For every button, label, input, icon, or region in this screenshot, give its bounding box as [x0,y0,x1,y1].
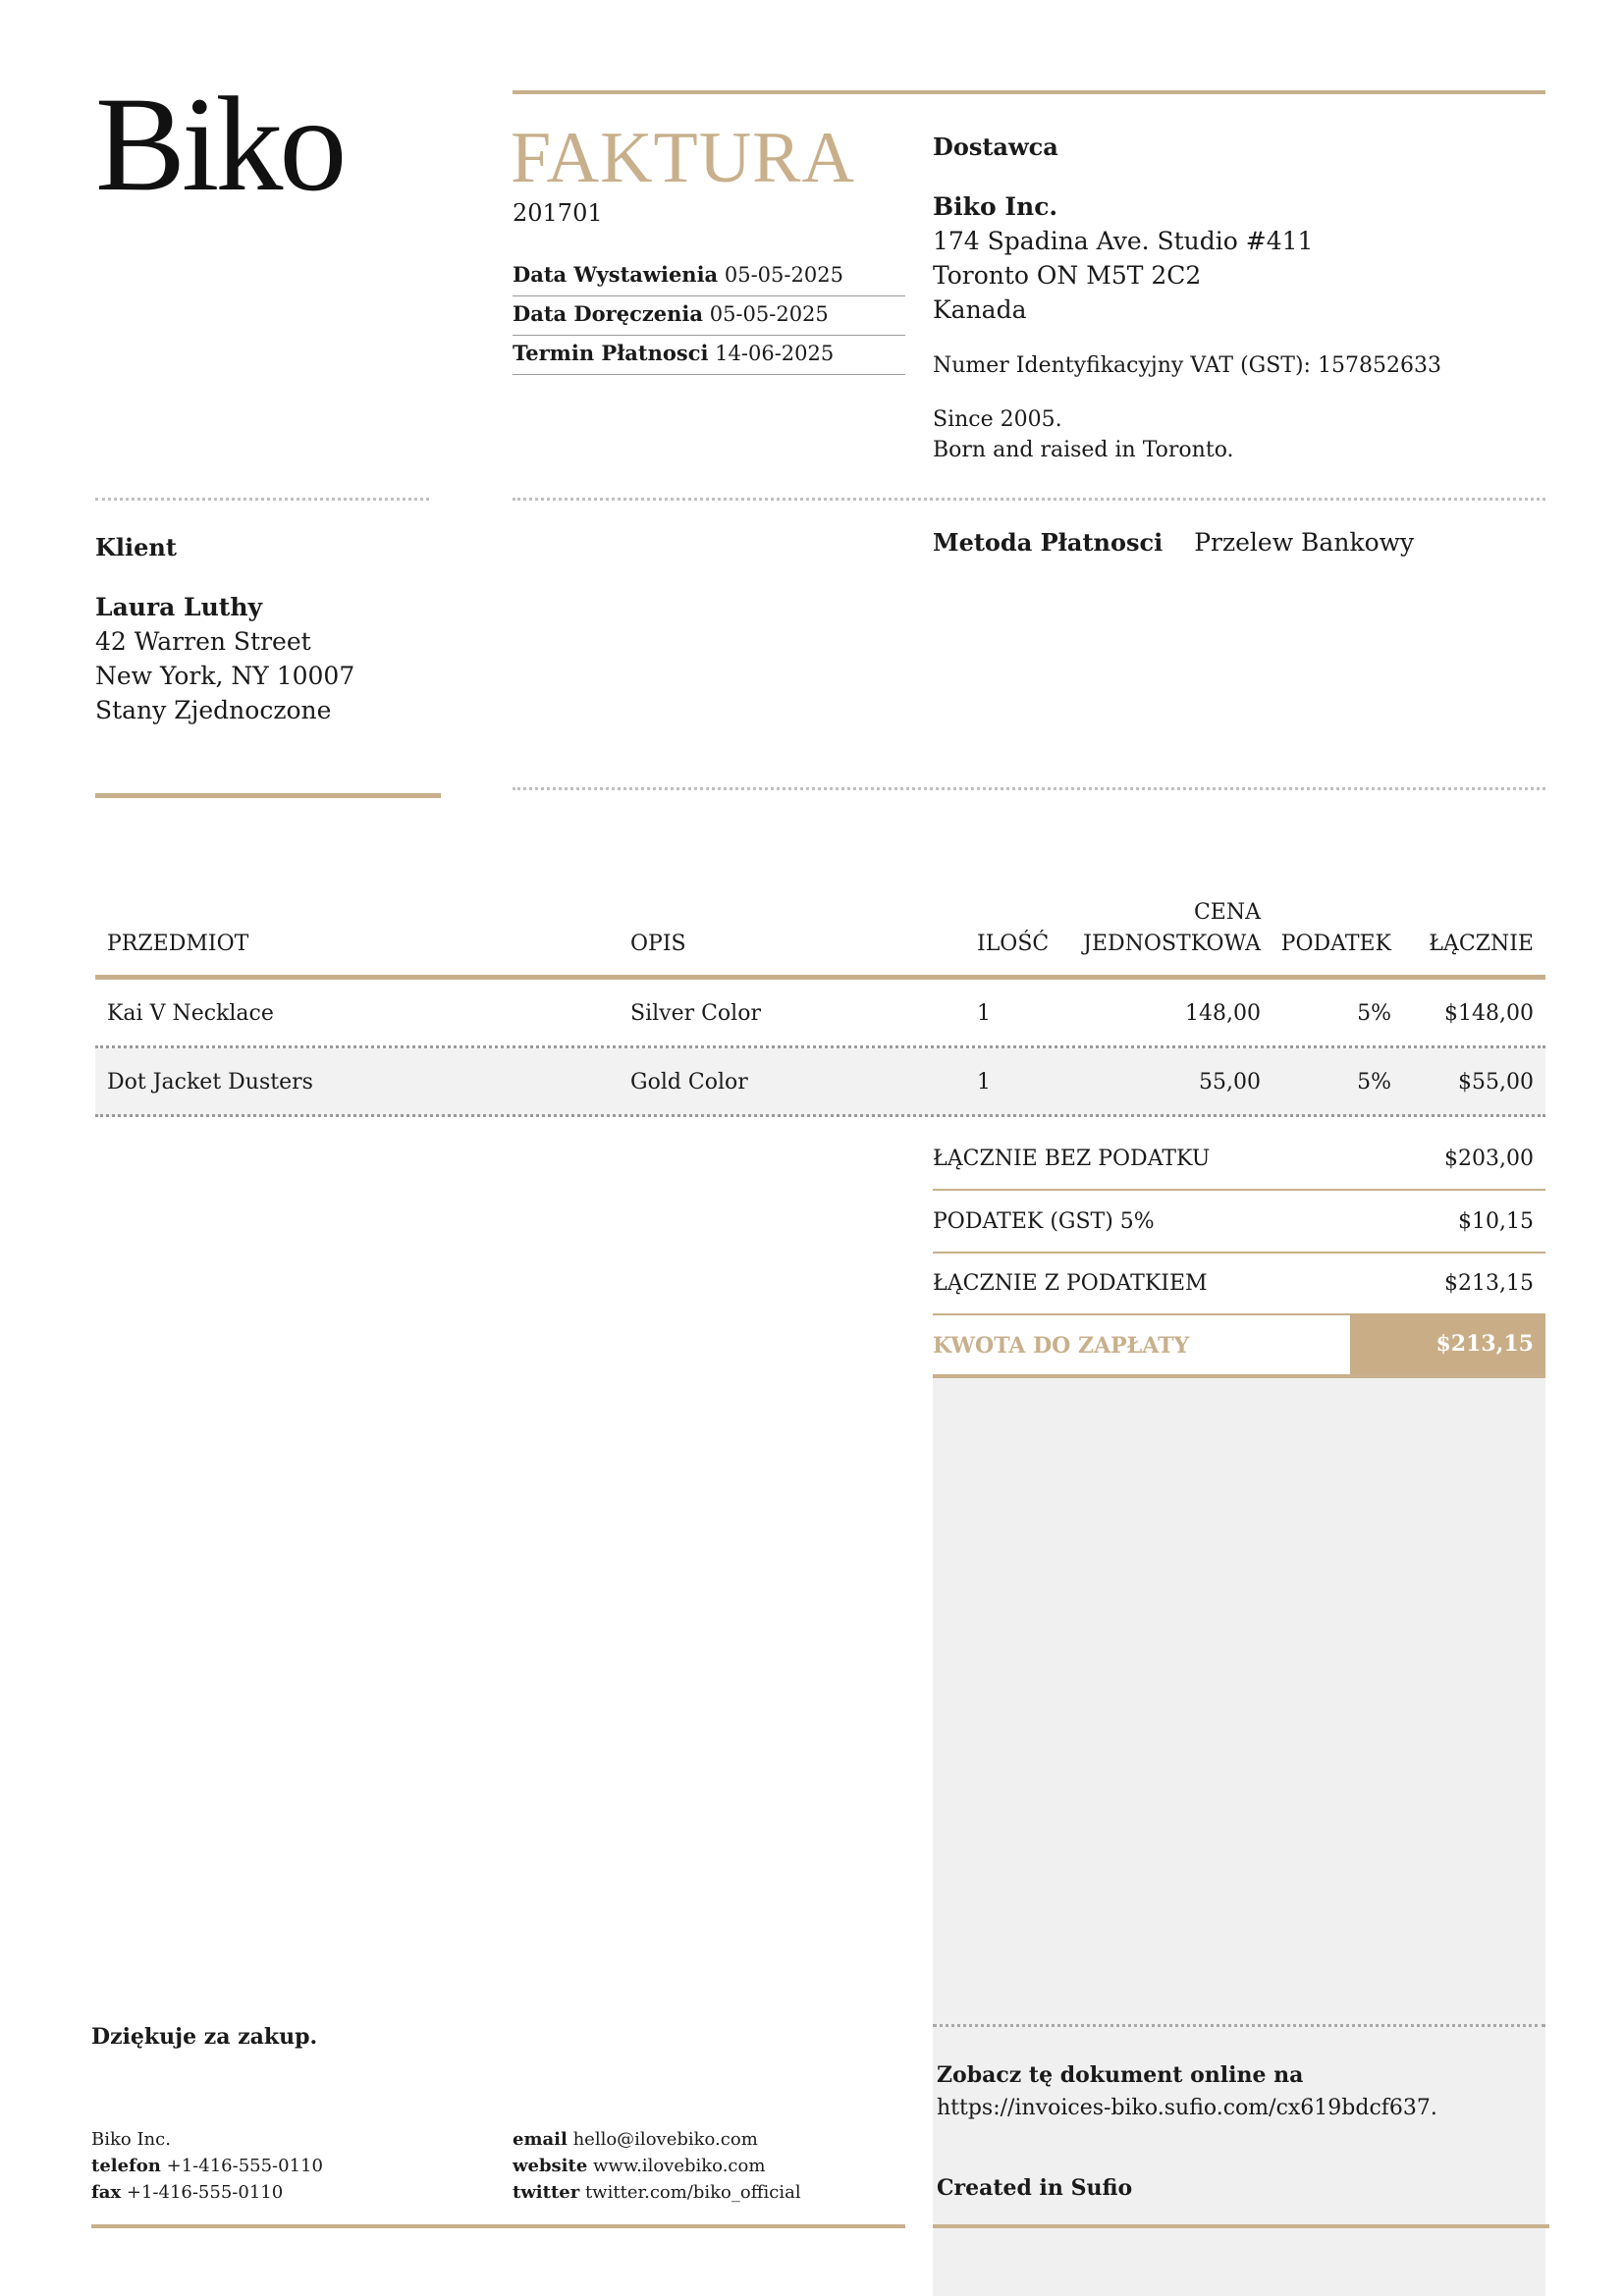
issue-date-row [513,257,905,296]
col-header-unit-price [1083,897,1261,960]
col-header-total: ŁĄCZNIE [1429,932,1534,956]
company-logo: Biko [95,69,344,219]
total-with-tax-row [933,1253,1545,1315]
delivery-date-row [513,296,905,336]
fax-value: +1-416-555-0110 [126,2182,284,2203]
payment-method [933,528,1414,557]
client-name: Laura Luthy [95,593,263,621]
twitter-label: twitter [513,2182,580,2203]
issue-date-label: Data Wystawienia [513,262,719,287]
view-online-block [937,2059,1437,2124]
payment-method-value: Przelew Bankowy [1194,528,1415,557]
row-qty: 1 [977,1001,991,1026]
row-desc: Gold Color [630,1070,748,1095]
tax-label: PODATEK (GST) 5% [933,1209,1155,1234]
footer-twitter [513,2179,801,2206]
row-item: Kai V Necklace [107,1001,274,1026]
row-price: 55,00 [1199,1070,1261,1095]
supplier-tagline [933,404,1542,465]
row-item: Dot Jacket Dusters [107,1070,313,1095]
payment-method-label: Metoda Płatnosci [933,528,1164,557]
client-address-line: Stany Zjednoczone [95,696,332,724]
col-header-desc: OPIS [630,932,686,956]
supplier-vat: Numer Identyfikacyjny VAT (GST): 157852633 [933,353,1441,378]
client-address-line: 42 Warren Street [95,627,311,656]
footer-email [513,2126,801,2153]
footer-company: Biko Inc. [91,2129,171,2150]
amount-due-row [933,1313,1545,1378]
row-total: $55,00 [1458,1070,1534,1095]
supplier-address-line: Kanada [933,295,1027,324]
tax-row [933,1191,1545,1254]
subtotal-row [933,1128,1545,1191]
dotted-divider [513,498,1545,501]
supplier-block [933,130,1542,465]
supplier-name: Biko Inc. [933,192,1058,221]
footer-rule [933,2224,1549,2228]
client-rule [95,793,441,798]
view-online-heading: Zobacz tę dokument online na [937,2062,1304,2088]
client-heading: Klient [95,533,177,561]
row-qty: 1 [977,1070,991,1095]
footer-online-contact [513,2126,801,2206]
subtotal-value: $203,00 [1444,1147,1534,1171]
thank-you-note: Dziękuje za zakup. [91,2024,318,2050]
unit-price-line1: CENA [1193,900,1261,925]
table-row [95,1048,1545,1117]
delivery-date-value: 05-05-2025 [709,302,829,326]
delivery-date-label: Data Doręczenia [513,301,704,326]
tagline-line: Born and raised in Toronto. [933,438,1234,462]
row-desc: Silver Color [630,1001,761,1026]
email-link[interactable]: hello@ilovebiko.com [572,2129,758,2150]
footer-website [513,2153,801,2179]
fax-label: fax [91,2182,122,2203]
amount-due-label: KWOTA DO ZAPŁATY [933,1333,1190,1359]
invoice-number: 201701 [513,199,603,227]
footer-rule [91,2224,905,2228]
created-in-sufio: Created in Sufio [937,2175,1133,2201]
email-label: email [513,2129,568,2150]
row-price: 148,00 [1185,1001,1261,1026]
view-online-url[interactable]: https://invoices-biko.sufio.com/cx619bdcf637. [937,2096,1437,2120]
footer-company-contact [91,2126,323,2206]
row-divider [95,1114,1545,1117]
col-header-item: PRZEDMIOT [107,932,249,956]
tax-value: $10,15 [1458,1209,1534,1234]
phone-value: +1-416-555-0110 [166,2156,323,2176]
client-address-line: New York, NY 10007 [95,662,355,690]
col-header-qty: ILOŚĆ [977,932,1050,956]
unit-price-line2: JEDNOSTKOWA [1083,932,1261,956]
twitter-link[interactable]: twitter.com/biko_official [584,2182,801,2203]
dotted-divider [95,498,429,501]
due-date-value: 14-06-2025 [715,342,835,365]
website-label: website [513,2156,588,2176]
row-tax: 5% [1357,1070,1391,1095]
footer-phone [91,2153,323,2179]
grey-side-panel [933,1378,1545,2296]
row-total: $148,00 [1444,1001,1534,1026]
phone-label: telefon [91,2156,161,2176]
col-header-tax: PODATEK [1280,932,1391,956]
total-with-tax-value: $213,15 [1444,1271,1534,1296]
header-rule [513,90,1545,94]
document-title: FAKTURA [511,118,855,198]
invoice-dates [513,257,905,375]
supplier-heading: Dostawca [933,133,1058,161]
dotted-divider [933,2024,1545,2027]
supplier-address-line: 174 Spadina Ave. Studio #411 [933,227,1314,255]
items-table-header [95,885,1545,976]
tagline-line: Since 2005. [933,407,1062,432]
due-date-label: Termin Płatnosci [513,341,709,365]
table-row [95,980,1545,1048]
dotted-divider [513,787,1545,790]
footer-fax [91,2179,323,2206]
row-tax: 5% [1357,1001,1391,1026]
subtotal-label: ŁĄCZNIE BEZ PODATKU [933,1147,1211,1171]
supplier-address-line: Toronto ON M5T 2C2 [933,261,1202,290]
website-link[interactable]: www.ilovebiko.com [593,2156,766,2176]
client-block [95,530,354,727]
total-with-tax-label: ŁĄCZNIE Z PODATKIEM [933,1271,1208,1296]
due-date-row [513,336,905,375]
issue-date-value: 05-05-2025 [724,263,843,287]
amount-due-value: $213,15 [1435,1331,1534,1357]
